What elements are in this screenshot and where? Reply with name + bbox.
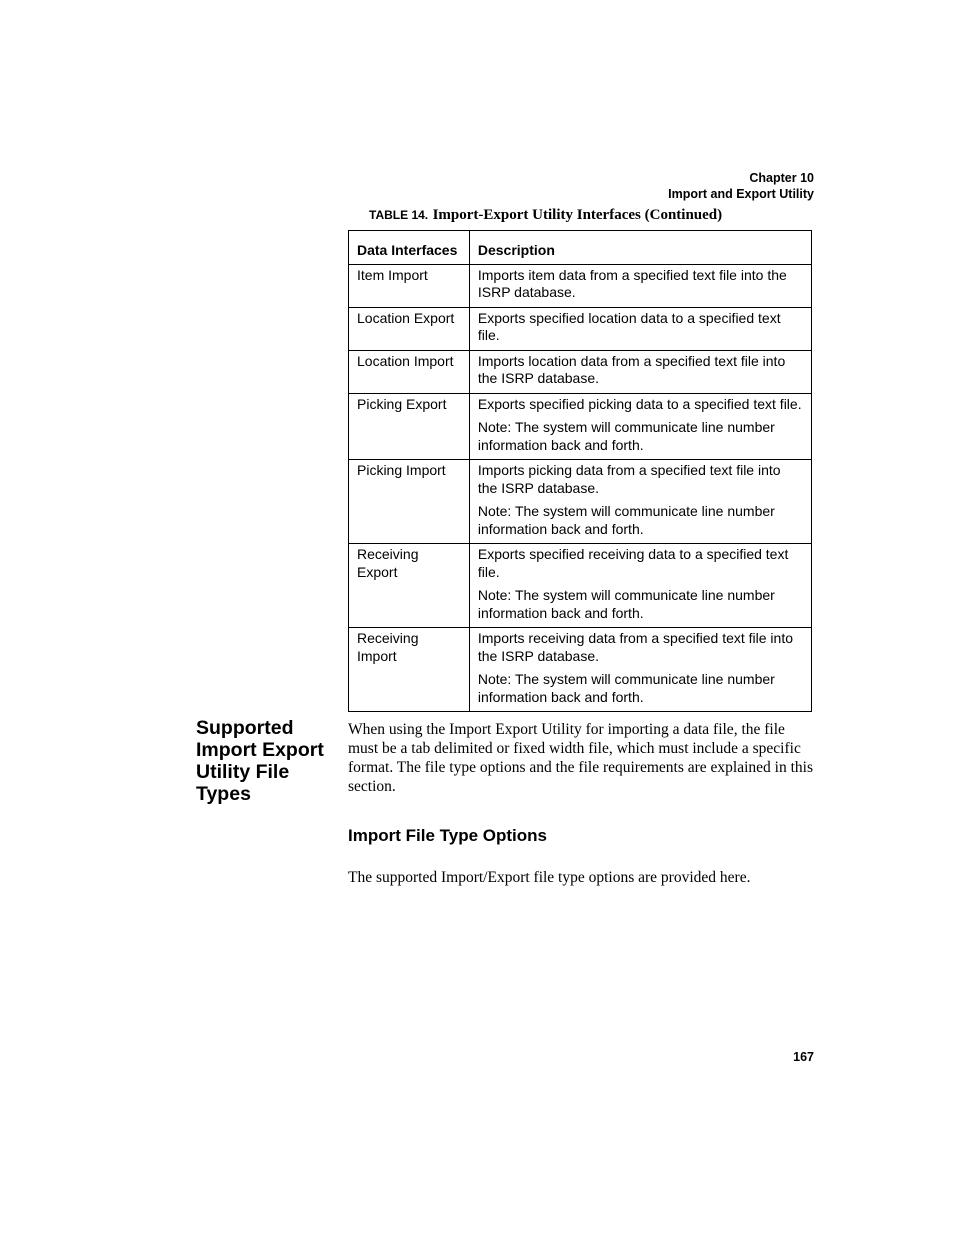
- interfaces-table: [348, 230, 812, 712]
- section-heading: Supported Import Export Utility File Types: [196, 717, 324, 805]
- interface-name-cell: Picking Import: [349, 460, 470, 544]
- table-row: [349, 393, 812, 460]
- description-cell: [469, 264, 811, 307]
- description-cell: [469, 307, 811, 350]
- running-header-title: Import and Export Utility: [668, 187, 814, 201]
- interface-name-cell: Receiving Import: [349, 628, 470, 712]
- table-row: [349, 544, 812, 628]
- description-cell: [469, 393, 811, 460]
- table-body: [349, 264, 812, 712]
- table-row: [349, 264, 812, 307]
- description-text: Imports location data from a specified text file into the ISRP database.: [477, 352, 786, 386]
- interface-name-cell: Item Import: [349, 264, 470, 307]
- description-text: Exports specified picking data to a specified text file.: [477, 395, 802, 412]
- description-text: Imports receiving data from a specified text file into the ISRP database.: [477, 630, 794, 664]
- description-text: Exports specified receiving data to a specified text file.: [477, 546, 789, 580]
- description-text: Imports picking data from a specified text file into the ISRP database.: [477, 462, 781, 496]
- column-header-interfaces: Data Interfaces: [349, 231, 470, 265]
- table-header-row: [349, 231, 812, 265]
- description-text: Imports item data from a specified text file into the ISRP database.: [477, 266, 787, 300]
- section-intro-paragraph: When using the Import Export Utility for importing a data file, the file must be a tab delimited or fixed width file, which must include a specific format. The file type options and the file requirements are explained in this section.: [348, 721, 813, 795]
- table-row: [349, 460, 812, 544]
- table-row: [349, 628, 812, 712]
- interface-name-cell: Receiving Export: [349, 544, 470, 628]
- description-text: Exports specified location data to a specified text file.: [477, 309, 781, 343]
- description-note: Note: The system will communicate line number information back and forth.: [477, 419, 775, 453]
- table-row: [349, 350, 812, 393]
- table-caption-text: Import-Export Utility Interfaces (Continued): [432, 207, 723, 223]
- description-note: Note: The system will communicate line number information back and forth.: [477, 671, 775, 705]
- subsection-heading: Import File Type Options: [348, 826, 547, 845]
- interface-name-cell: Picking Export: [349, 393, 470, 460]
- description-cell: [469, 544, 811, 628]
- running-header-chapter: Chapter 10: [749, 171, 814, 185]
- description-cell: [469, 628, 811, 712]
- table-caption-label: TABLE 14.: [369, 208, 429, 222]
- interface-name-cell: Location Export: [349, 307, 470, 350]
- description-cell: [469, 460, 811, 544]
- column-header-description: Description: [469, 231, 811, 265]
- description-note: Note: The system will communicate line number information back and forth.: [477, 503, 775, 537]
- description-note: Note: The system will communicate line number information back and forth.: [477, 587, 775, 621]
- interface-name-cell: Location Import: [349, 350, 470, 393]
- description-cell: [469, 350, 811, 393]
- options-paragraph: The supported Import/Export file type options are provided here.: [348, 869, 751, 886]
- table-row: [349, 307, 812, 350]
- page-number: 167: [793, 1050, 814, 1064]
- table-caption: [369, 206, 722, 224]
